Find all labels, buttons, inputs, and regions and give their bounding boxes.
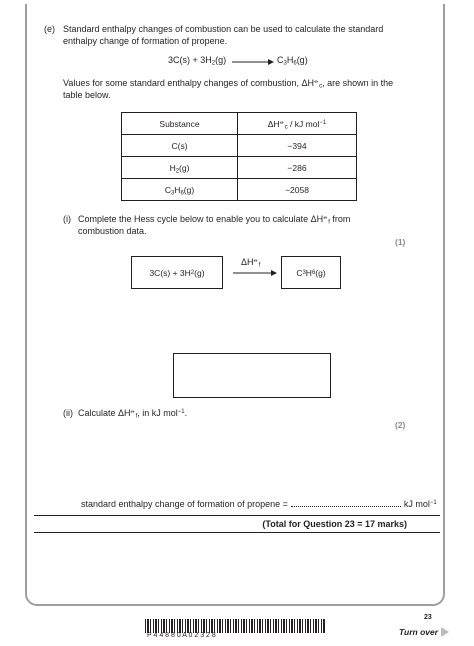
- combustion-table: [121, 112, 357, 201]
- total-rule-bottom: [34, 532, 440, 533]
- hess-reactants-box: 3C(s) + 3H 2 (g): [131, 256, 223, 289]
- table-cell-value: −394: [238, 135, 357, 157]
- table-cell-value: −2058: [238, 179, 357, 201]
- equation-reactants: $3C(s) + 3H_2(g)$: [168, 55, 227, 67]
- equation-arrow: [232, 58, 274, 66]
- part-i-marks: (1): [395, 237, 406, 247]
- barcode: [145, 619, 325, 633]
- values-line-1: Values for some standard enthalpy changes of combustion, $\Delta H^⦵_c$, are shown in the: [63, 78, 394, 90]
- hess-arrow: [233, 269, 277, 277]
- intro-line-2: enthalpy change of formation of propene.: [63, 36, 228, 46]
- answer-field[interactable]: [291, 500, 401, 507]
- part-ii-marks: (2): [395, 420, 406, 430]
- part-i-line-2: combustion data.: [78, 226, 147, 236]
- part-ii-label: (ii): [63, 408, 73, 418]
- values-line-2: table below.: [63, 90, 111, 100]
- part-ii-text: Calculate $\Delta H^⦵_f$, in kJ mol$^{-1}$.: [78, 408, 188, 420]
- hess-product-box: C 3 H 6 (g): [281, 256, 341, 289]
- hess-arrow-label: $\Delta H^⦵_f$: [241, 257, 261, 269]
- answer-line: standard enthalpy change of formation of propene = kJ mol$^{-1}$: [81, 499, 437, 509]
- table-cell-substance: C(s): [122, 135, 238, 157]
- table-header-row: [122, 113, 357, 135]
- table-row: [122, 179, 357, 201]
- part-label: (e): [44, 24, 55, 34]
- question-total: (Total for Question 23 = 17 marks): [262, 519, 407, 529]
- hess-combustion-box[interactable]: [173, 353, 331, 398]
- barcode-text: P 4 4 8 8 0 A 0 2 3 2 8: [147, 632, 216, 639]
- table-cell-value: −286: [238, 157, 357, 179]
- part-i-label: (i): [63, 214, 71, 224]
- page-number: 23: [424, 614, 432, 621]
- header-enthalpy: $\Delta H^⦵_c$ / kJ mol$^{-1}$: [238, 113, 357, 135]
- table-cell-substance: $H_2(g)$: [122, 157, 238, 179]
- table-row: [122, 135, 357, 157]
- turn-over-label: Turn over: [399, 627, 439, 637]
- part-i-line-1: Complete the Hess cycle below to enable you to calculate $\Delta H^⦵_f$ from: [78, 214, 351, 226]
- equation-product: $C_3H_6(g)$: [277, 55, 308, 67]
- header-substance: Substance: [122, 113, 238, 135]
- turn-over-arrow-icon: [440, 627, 449, 637]
- intro-line-1: Standard enthalpy changes of combustion can be used to calculate the standard: [63, 24, 384, 34]
- total-rule-top: [34, 515, 440, 516]
- table-cell-substance: $C_3H_6(g)$: [122, 179, 238, 201]
- table-row: [122, 157, 357, 179]
